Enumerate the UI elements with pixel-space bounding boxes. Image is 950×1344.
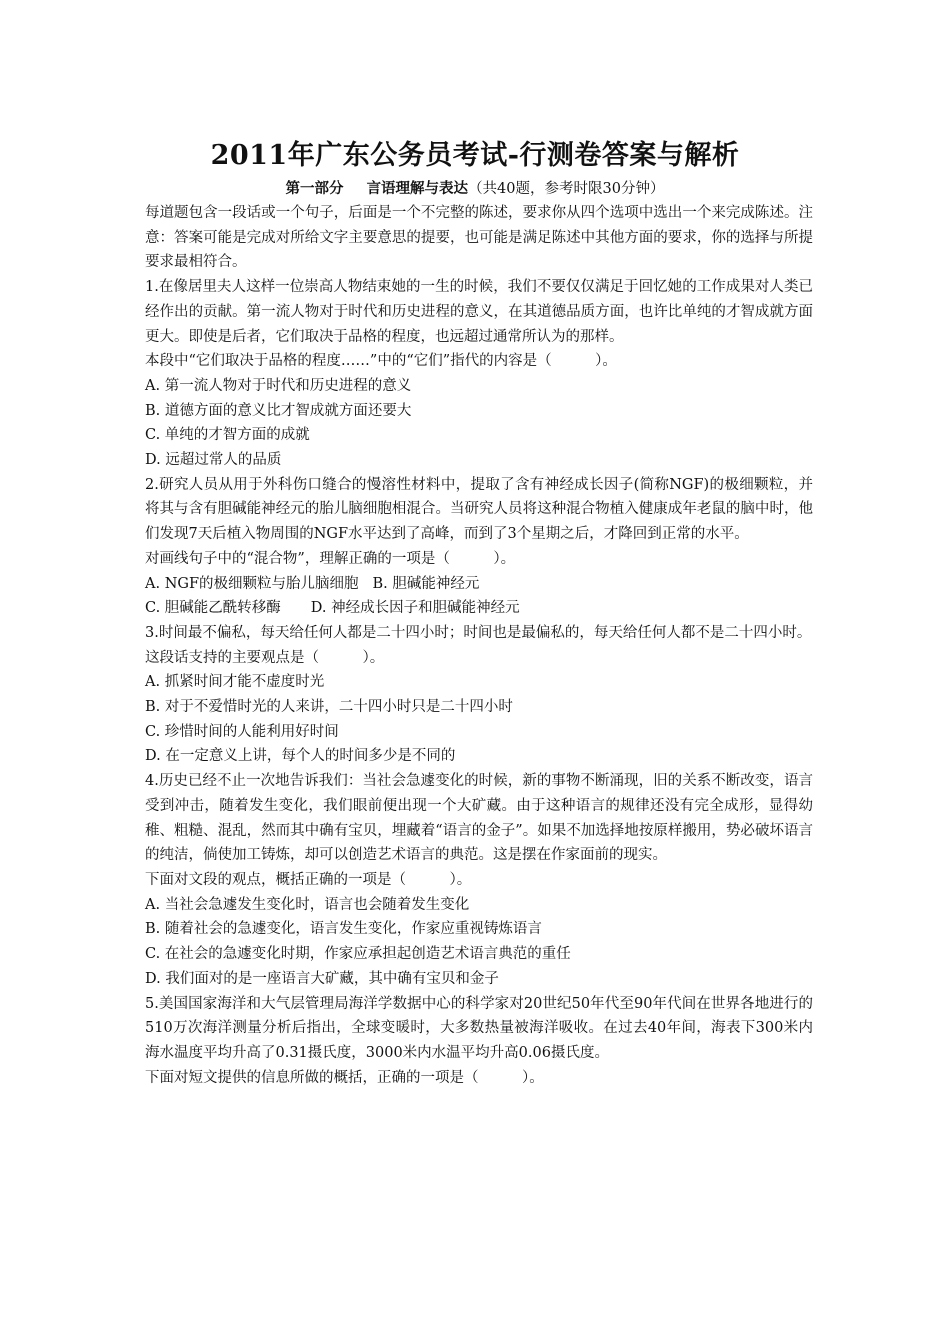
q3-passage: 3.时间最不偏私，每天给任何人都是二十四小时；时间也是最偏私的，每天给任何人都不是二十四小时。	[145, 624, 812, 641]
q1-option-c: C. 单纯的才智方面的成就	[145, 427, 310, 444]
q4-option-c: C. 在社会的急遽变化时期，作家应承担起创造艺术语言典范的重任	[145, 946, 571, 963]
q2-question: 对画线句子中的“混合物”，理解正确的一项是（ ）。	[145, 550, 516, 567]
q3-option-d: D. 在一定意义上讲，每个人的时间多少是不同的	[145, 748, 456, 765]
q3-option-c: C. 珍惜时间的人能利用好时间	[145, 723, 339, 740]
q5-question: 下面对短文提供的信息所做的概括，正确的一项是（ ）。	[145, 1069, 544, 1086]
section-part: 第一部分	[285, 180, 344, 197]
q3-question: 这段话支持的主要观点是（ ）。	[145, 649, 385, 666]
q4-passage: 4.历史已经不止一次地告诉我们：当社会急遽变化的时候，新的事物不断涌现，旧的关系不断改变，语言受到冲击，随着发生变化，我们眼前便出现一个大矿藏。由于这种语言的规律还没有完全成形，显得幼稚、粗糙、混乱，然而其中确有宝贝，埋藏着“语言的金子”。如果不加选择地按原样搬用，势必破坏语言的纯洁，倘使加工铸炼，却可以创造艺术语言的典范。这是摆在作家面前的现实。	[145, 773, 813, 864]
q4-option-d: D. 我们面对的是一座语言大矿藏，其中确有宝贝和金子	[145, 970, 499, 987]
q1-option-a: A. 第一流人物对于时代和历史进程的意义	[145, 377, 412, 394]
q2-passage: 2.研究人员从用于外科伤口缝合的慢溶性材料中，提取了含有神经成长因子(简称NGF)的极细颗粒，并将其与含有胆碱能神经元的胎儿脑细胞相混合。当研究人员将这种混合物植入健康成年老鼠的脑中时，他们发现7天后植入物周围的NGF水平达到了高峰，而到了3个星期之后，才降回到正常的水平。	[145, 476, 813, 543]
q2-options-row-2	[145, 596, 813, 621]
section-heading	[0, 177, 950, 198]
document-body	[145, 201, 813, 1090]
q4-option-b: B. 随着社会的急遽变化，语言发生变化，作家应重视铸炼语言	[145, 921, 542, 938]
section-name: 言语理解与表达	[366, 180, 469, 197]
section-note: （共40题，参考时限30分钟）	[468, 181, 665, 197]
q2-option-b: B. 胆碱能神经元	[372, 575, 480, 592]
q3-option-b: B. 对于不爱惜时光的人来讲，二十四小时只是二十四小时	[145, 699, 513, 716]
q4-question: 下面对文段的观点，概括正确的一项是（ ）。	[145, 871, 472, 888]
q5-passage: 5.美国国家海洋和大气层管理局海洋学数据中心的科学家对20世纪50年代至90年代间在世界各地进行的510万次海洋测量分析后指出，全球变暖时，大多数热量被海洋吸收。在过去40年间，海表下300米内海水温度平均升高了0.31摄氏度，3000米内水温平均升高0.06摄氏度。	[145, 995, 813, 1061]
document-title: 2011年广东公务员考试-行测卷答案与解析	[210, 140, 740, 171]
q2-option-c: C. 胆碱能乙酰转移酶	[145, 600, 281, 617]
q1-option-d: D. 远超过常人的品质	[145, 452, 282, 469]
q3-option-a: A. 抓紧时间才能不虚度时光	[145, 674, 325, 691]
q2-option-d: D. 神经成长因子和胆碱能神经元	[310, 600, 520, 617]
q2-option-a: A. NGF的极细颗粒与胎儿脑细胞	[145, 575, 359, 592]
q1-passage: 1.在像居里夫人这样一位崇高人物结束她的一生的时候，我们不要仅仅满足于回忆她的工作成果对人类已经作出的贡献。第一流人物对于时代和历史进程的意义，在其道德品质方面，也许比单纯的才智成就方面更大。即使是后者，它们取决于品格的程度，也远超过通常所认为的那样。	[145, 279, 813, 345]
q2-options-row-1	[145, 572, 813, 597]
instructions: 每道题包含一段话或一个句子，后面是一个不完整的陈述，要求你从四个选项中选出一个来完成陈述。注意：答案可能是完成对所给文字主要意思的提要，也可能是满足陈述中其他方面的要求，你的选择与所提要求最相符合。	[145, 205, 813, 271]
q1-question: 本段中“它们取决于品格的程度……”中的“它们”指代的内容是（ ）。	[145, 353, 617, 370]
q1-option-b: B. 道德方面的意义比才智成就方面还要大	[145, 402, 412, 419]
q4-option-a: A. 当社会急遽发生变化时，语言也会随着发生变化	[145, 896, 470, 913]
